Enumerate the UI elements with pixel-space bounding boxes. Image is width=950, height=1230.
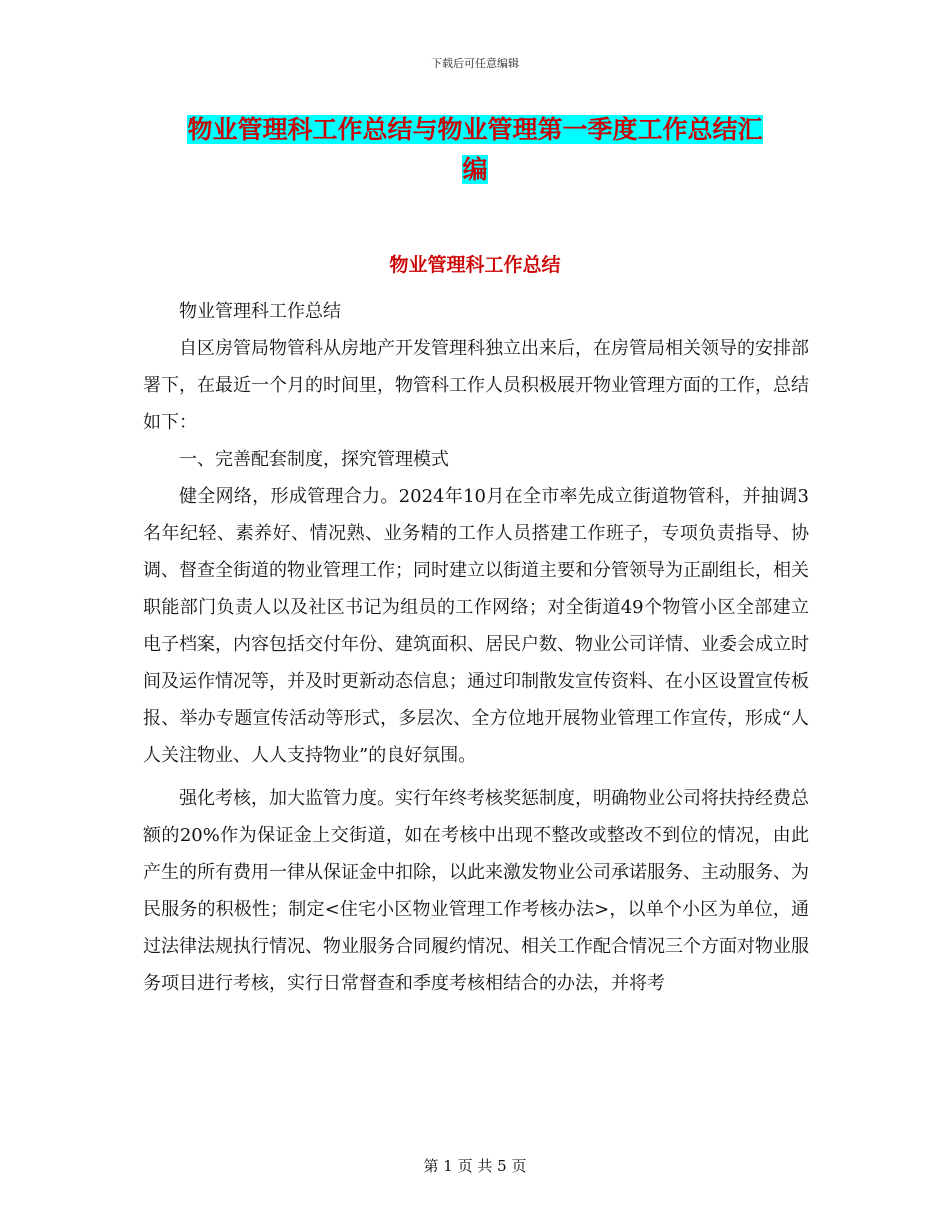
document-title [140,110,810,190]
paragraph-heading-1: 一、完善配套制度，探究管理模式 [179,449,449,470]
header-note: 下载后可任意编辑 [431,57,519,70]
title-line-1: 物业管理科工作总结与物业管理第一季度工作总结汇 [187,115,763,144]
title-line-2: 编 [462,155,488,184]
paragraph-network: 健全网络，形成管理合力。2024年10月在全市率先成立街道物管科，并抽调3名年纪轻、素养好、情况熟、业务精的工作人员搭建工作班子，专项负责指导、协调、督查全街道的物业管理工作；同时建立以街道主要和分管领导为正副组长，相关职能部门负责人以及社区书记为组员的工作网络；对全街道49个物管小区全部建立电子档案，内容包括交付年份、建筑面积、居民户数、物业公司详情、业委会成立时间及运作情况等，并及时更新动态信息；通过印制散发宣传资料、在小区设置宣传板报、举办专题宣传活动等形式，多层次、全方位地开展物业管理工作宣传，形成“人人关注物业、人人支持物业”的良好氛围。 [143,486,809,766]
body-text [143,293,809,1002]
paragraph-subtitle: 物业管理科工作总结 [179,301,341,322]
paragraph-assessment: 强化考核，加大监管力度。实行年终考核奖惩制度，明确物业公司将扶持经费总额的20%作为保证金上交街道，如在考核中出现不整改或整改不到位的情况，由此产生的所有费用一律从保证金中扣除，以此来激发物业公司承诺服务、主动服务、为民服务的积极性；制定<住宅小区物业管理工作考核办法>，以单个小区为单位，通过法律法规执行情况、物业服务合同履约情况、相关工作配合情况三个方面对物业服务项目进行考核，实行日常督查和季度考核相结合的办法，并将考 [143,788,809,994]
paragraph-intro: 自区房管局物管科从房地产开发管理科独立出来后，在房管局相关领导的安排部署下，在最近一个月的时间里，物管科工作人员积极展开物业管理方面的工作，总结如下： [143,338,809,433]
section-title: 物业管理科工作总结 [389,254,561,276]
page-footer: 第 1 页 共 5 页 [423,1157,527,1175]
